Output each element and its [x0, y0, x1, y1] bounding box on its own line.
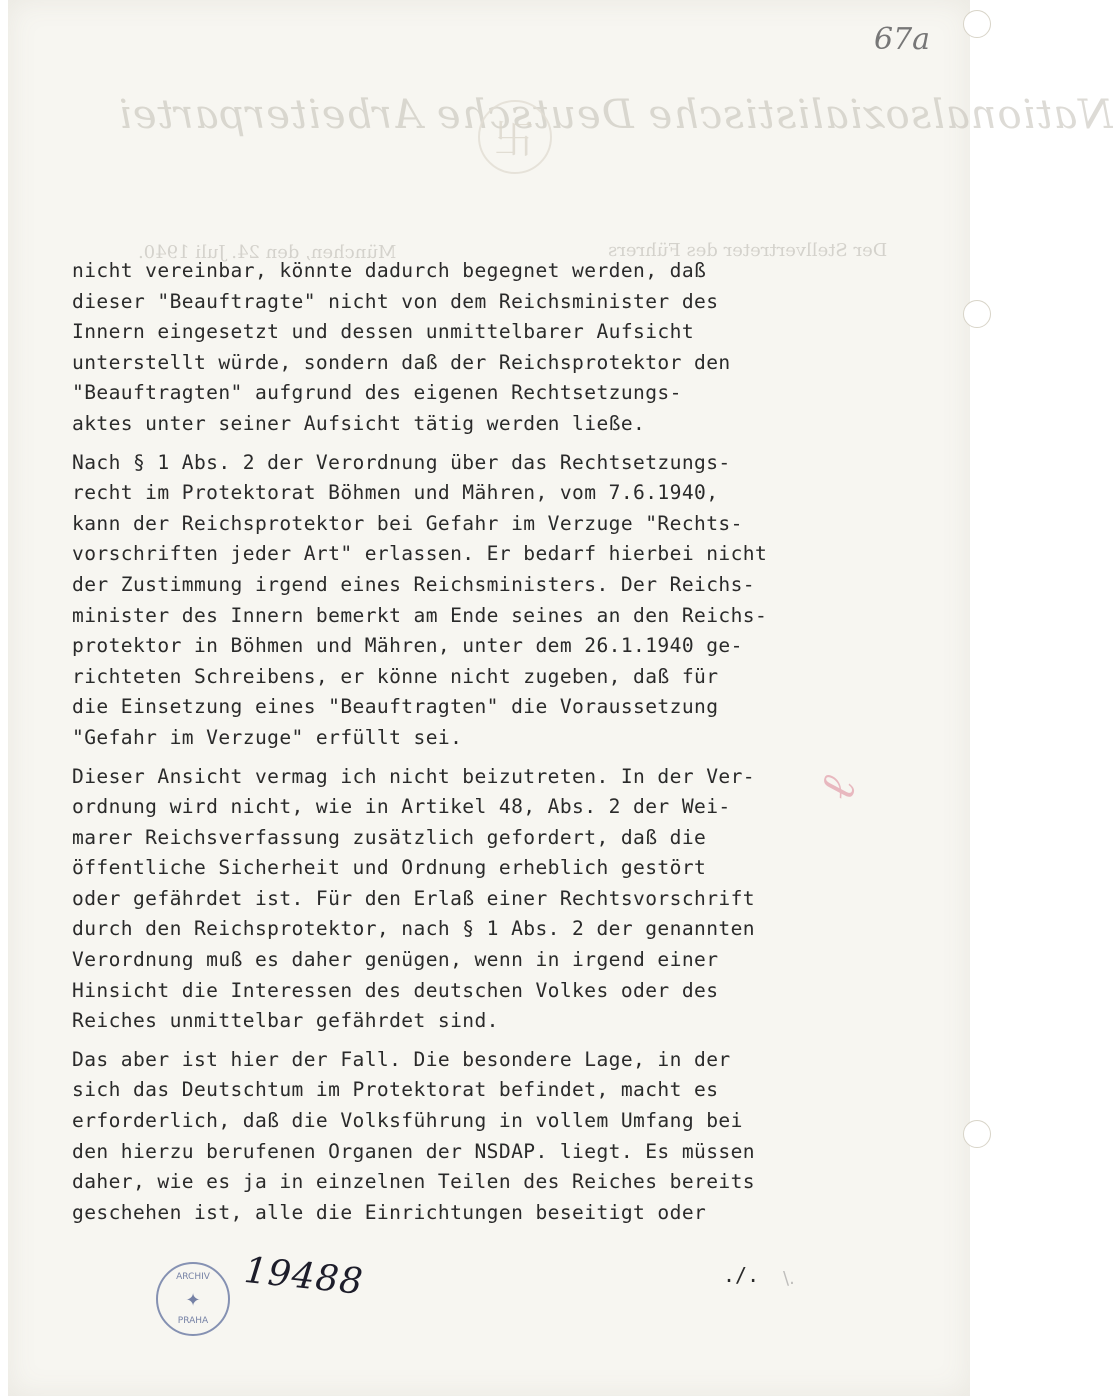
text-line: nicht vereinbar, könnte dadurch begegnet werden, daß [72, 259, 707, 282]
text-line: Das aber ist hier der Fall. Die besondere Lage, in der [72, 1047, 731, 1071]
text-line: öffentliche Sicherheit und Ordnung erheblich gestört [72, 856, 707, 880]
text-line: durch den Reichsprotektor, nach § 1 Abs. 2 der genannten [72, 917, 755, 941]
text-line: Hinsicht die Interessen des deutschen Volkes oder des [72, 978, 719, 1002]
text-line: marer Reichsverfassung zusätzlich gefordert, daß die [72, 825, 707, 849]
text-line: Verordnung muß es daher genügen, wenn in irgend einer [72, 948, 719, 972]
text-line: "Beauftragten" aufgrund des eigenen Rechtsetzungs- [72, 381, 682, 405]
text-line: ordnung wird nicht, wie in Artikel 48, Abs. 2 der Wei- [72, 795, 731, 819]
text-line: oder gefährdet ist. Für den Erlaß einer Rechtsvorschrift [72, 886, 755, 910]
text-line: erforderlich, daß die Volksführung in vollem Umfang bei [72, 1109, 743, 1133]
bleed-through-letterhead: Nationalsozialistische Deutsche Arbeiterpartei [118, 92, 1113, 138]
punch-hole [963, 300, 991, 328]
text-line: geschehen ist, alle die Einrichtungen beseitigt oder [72, 1200, 707, 1224]
paragraph-1 [72, 256, 802, 440]
pencil-tick-icon: \. [783, 1268, 795, 1289]
paragraph-4 [72, 1045, 802, 1229]
text-line: der Zustimmung irgend eines Reichsministers. Der Reichs- [72, 572, 755, 596]
text-line: dieser "Beauftragte" nicht von dem Reichsminister des [72, 289, 719, 313]
text-line: Innern eingesetzt und dessen unmittelbarer Aufsicht [72, 320, 695, 344]
text-line: kann der Reichsprotektor bei Gefahr im Verzuge "Rechts- [72, 511, 743, 535]
punch-hole [963, 1120, 991, 1148]
text-line: recht im Protektorat Böhmen und Mähren, vom 7.6.1940, [72, 481, 719, 505]
continuation-mark: ./. [723, 1263, 760, 1287]
letter-body [72, 256, 802, 1236]
text-line: sich das Deutschtum im Protektorat befindet, macht es [72, 1078, 719, 1102]
red-pencil-scrawl-icon: ℓ [808, 769, 868, 807]
text-line: "Gefahr im Verzuge" erfüllt sei. [72, 725, 463, 749]
text-line: richteten Schreibens, er könne nicht zugeben, daß für [72, 664, 719, 688]
bleed-through-date: München, den 24. Juli 1940. [138, 242, 397, 263]
punch-hole [963, 10, 991, 38]
text-line: daher, wie es ja in einzelnen Teilen des Reiches bereits [72, 1170, 755, 1194]
text-line: die Einsetzung eines "Beauftragten" die Voraussetzung [72, 695, 719, 719]
emblem-emboss-icon [478, 100, 552, 174]
text-line: den hierzu berufenen Organen der NSDAP. liegt. Es müssen [72, 1139, 755, 1163]
archive-stamp-icon: ARCHIV ✦ PRAHA [156, 1262, 230, 1336]
text-line: protektor in Böhmen und Mähren, unter dem 26.1.1940 ge- [72, 634, 743, 658]
handwritten-document-number: 19488 [242, 1249, 366, 1304]
text-line: vorschriften jeder Art" erlassen. Er bedarf hierbei nicht [72, 542, 768, 566]
bleed-through-office: Der Stellvertreter des Führers [608, 240, 888, 261]
text-line: Nach § 1 Abs. 2 der Verordnung über das Rechtsetzungs- [72, 450, 731, 474]
text-line: Dieser Ansicht vermag ich nicht beizutreten. In der Ver- [72, 764, 755, 788]
text-line: aktes unter seiner Aufsicht tätig werden ließe. [72, 411, 646, 435]
text-line: unterstellt würde, sondern daß der Reichsprotektor den [72, 350, 731, 374]
paragraph-2 [72, 448, 802, 754]
text-line: minister des Innern bemerkt am Ende seines an den Reichs- [72, 603, 768, 627]
paragraph-3 [72, 762, 802, 1037]
text-line: Reiches unmittelbar gefährdet sind. [72, 1009, 499, 1033]
archive-number: 67a [874, 22, 931, 57]
document-page [8, 0, 1113, 1396]
